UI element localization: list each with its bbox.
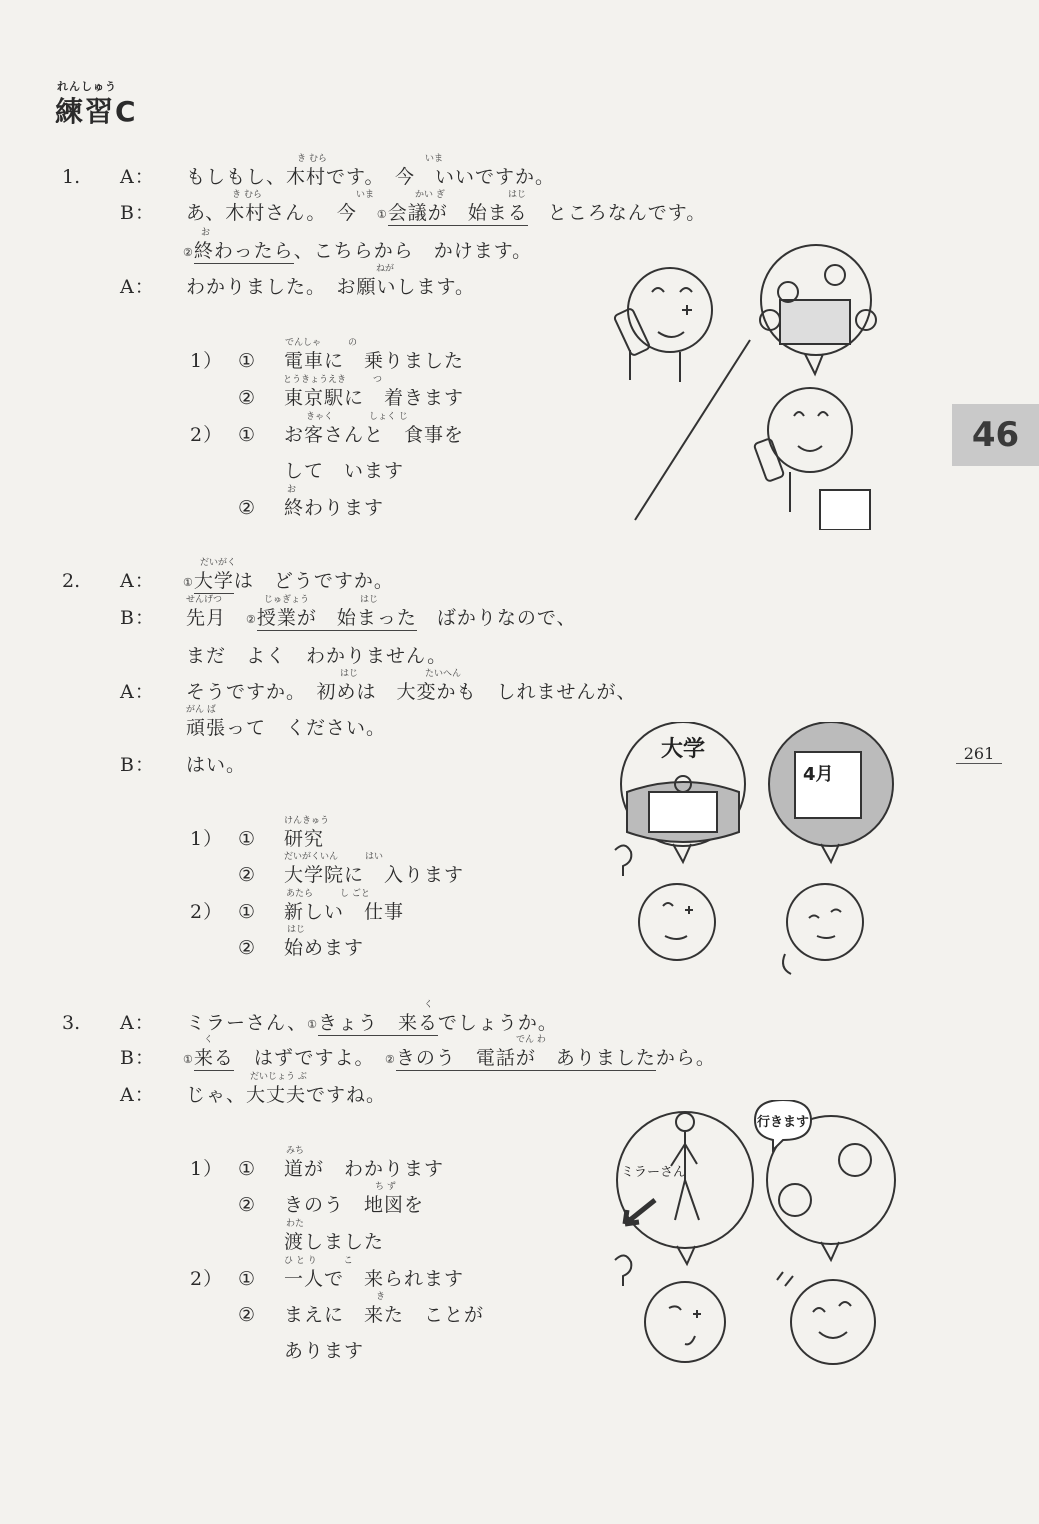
speaker-a: A： <box>120 681 155 703</box>
man-head-icon <box>676 1113 694 1131</box>
drill-label: 1） <box>190 1158 224 1180</box>
notebook-icon <box>820 490 870 530</box>
dialogue-line: はい。 <box>186 754 247 776</box>
drill-text: あります <box>284 1340 365 1362</box>
drill-text: 東京駅に 着きます <box>284 387 465 409</box>
page-number: 261 <box>956 744 1002 764</box>
circle-1: ① <box>307 1018 319 1031</box>
illustration-3 <box>605 1100 905 1390</box>
drill-text: 新しい 仕事 <box>284 901 405 923</box>
dialogue-line: ②終わったら、こちらから かけます。 <box>183 240 533 262</box>
ruby: じゅぎょう <box>264 595 310 605</box>
drill-text: まえに 来た ことが <box>284 1304 485 1326</box>
arrow-icon <box>625 1200 655 1224</box>
speaker-b: B： <box>120 607 155 629</box>
circle-1: ① <box>376 208 388 221</box>
drill-text: して います <box>284 460 405 482</box>
ruby: いま <box>425 154 444 164</box>
circle-2: ② <box>384 1053 396 1066</box>
circle-1: ① <box>183 576 194 589</box>
ruby: とうきょうえき つ <box>283 375 383 385</box>
dialogue-line: ①来る はずですよ。 ②きのう 電話が ありましたから。 <box>183 1047 716 1069</box>
drill-circle: ① <box>238 1268 257 1290</box>
substitution-slot-1: 来る <box>193 1047 234 1069</box>
ruby: お <box>201 228 211 238</box>
drill-label: 2） <box>190 424 224 446</box>
illustration-2 <box>605 722 905 984</box>
ruby: だいがく <box>200 558 237 568</box>
speaker-b: B： <box>120 754 155 776</box>
drill-circle: ① <box>238 424 257 446</box>
miller-on-phone-icon <box>839 1144 871 1176</box>
drill-circle: ① <box>238 901 257 923</box>
ruby: く <box>204 1035 214 1045</box>
ruby: たいへん <box>425 669 462 679</box>
drill-text: 終わります <box>284 497 385 519</box>
drill-circle: ② <box>238 1194 257 1216</box>
ruby: はじ <box>287 925 306 935</box>
ruby: わた <box>286 1219 305 1229</box>
drill-text: 渡しました <box>284 1231 385 1253</box>
ruby: はじ <box>340 669 359 679</box>
speaker-a: A： <box>120 1084 155 1106</box>
speaker-a: A： <box>120 570 155 592</box>
drill-text: きのう 地図を <box>284 1194 425 1216</box>
ruby: はじ <box>508 190 527 200</box>
drill-circle: ② <box>238 864 257 886</box>
drill-label: 2） <box>190 1268 224 1290</box>
substitution-slot-1: 大学 <box>193 570 234 592</box>
ruby: いま <box>356 190 375 200</box>
ruby: だいじょう ぶ <box>250 1072 307 1082</box>
speaker-a: A： <box>120 1012 155 1034</box>
worried-face-icon <box>645 1282 725 1362</box>
speaker-b: B： <box>120 1047 155 1069</box>
substitution-slot-1: 会議が 始まる <box>387 202 528 224</box>
thinking-face-icon <box>787 884 863 960</box>
drill-circle: ② <box>238 937 257 959</box>
dialogue-line: まだ よく わかりません。 <box>186 645 448 667</box>
drill-text: お客さんと 食事を <box>284 424 465 446</box>
substitution-slot-2: きのう 電話が ありました <box>395 1047 656 1069</box>
speaker-b: B： <box>120 202 155 224</box>
dialogue-line: 頑張って ください。 <box>186 717 387 739</box>
ruby: はじ <box>360 595 379 605</box>
ruby: ひ と り こ <box>284 1256 353 1266</box>
drill-circle: ② <box>238 497 257 519</box>
dialogue-line: あ、木村さん。 今 ①会議が 始まる ところなんです。 <box>186 202 707 224</box>
ruby: ねが <box>376 264 395 274</box>
dialogue-line: わかりました。 お願いします。 <box>186 276 475 298</box>
drill-label: 2） <box>190 901 224 923</box>
circle-2: ② <box>246 613 257 626</box>
confused-face-icon <box>639 884 715 960</box>
ruby: き むら <box>232 190 262 200</box>
circle-2: ② <box>183 246 194 259</box>
ruby: き <box>376 1292 386 1302</box>
exercise-number: 1. <box>62 166 81 188</box>
university-sign: 大学 <box>661 737 706 762</box>
speech-text: 行きます <box>757 1115 810 1130</box>
ruby: けんきゅう <box>284 816 330 826</box>
speaker-a: A： <box>120 276 155 298</box>
exercise-number: 3. <box>62 1012 81 1034</box>
ruby: せんげつ <box>186 595 223 605</box>
phone-icon <box>614 308 651 356</box>
happy-face-icon <box>791 1280 875 1364</box>
exercise-number: 2. <box>62 570 81 592</box>
drill-label: 1） <box>190 828 224 850</box>
ruby: かい ぎ <box>415 190 445 200</box>
circle-1: ① <box>183 1053 194 1066</box>
substitution-slot-1: きょう 来る <box>318 1012 438 1034</box>
dialogue-line: そうですか。 初めは 大変かも しれませんが、 <box>186 681 637 703</box>
ruby: ち ず <box>375 1182 396 1192</box>
person-face-icon-2 <box>768 388 852 472</box>
page-title: 練習C <box>55 95 138 128</box>
person-on-phone-icon <box>779 1184 811 1216</box>
drill-text: 研究 <box>284 828 325 850</box>
person-face-icon <box>628 268 712 352</box>
drill-circle: ② <box>238 387 257 409</box>
ruby: みち <box>286 1146 305 1156</box>
ruby: あたら し ごと <box>286 889 370 899</box>
ruby: きゃく しょく じ <box>306 412 408 422</box>
ruby: でん わ <box>516 1035 546 1045</box>
illustration-1 <box>600 240 900 530</box>
dialogue-line: ①大学は どうですか。 <box>183 570 394 592</box>
dialogue-line: もしもし、木村です。 今 いいですか。 <box>186 166 555 188</box>
substitution-slot-2: 終わったら <box>193 240 294 262</box>
drill-circle: ① <box>238 1158 257 1180</box>
drill-label: 1） <box>190 350 224 372</box>
drill-text: 一人で 来られます <box>284 1268 465 1290</box>
speaker-a: A： <box>120 166 155 188</box>
ruby: き むら <box>297 154 327 164</box>
calendar-icon <box>795 752 861 818</box>
substitution-slot-2: 授業が 始まった <box>256 607 417 629</box>
miller-label: ミラーさん <box>621 1165 687 1180</box>
drill-text: 電車に 乗りました <box>284 350 465 372</box>
ruby: だいがくいん はい <box>284 852 384 862</box>
ruby: お <box>287 485 297 495</box>
title-ruby: れんしゅう <box>57 80 117 93</box>
dialogue-line: ミラーさん、①きょう 来るでしょうか。 <box>186 1012 558 1034</box>
dialogue-line: じゃ、大丈夫ですね。 <box>186 1084 387 1106</box>
dialogue-line: 先月 ②授業が 始まった ばかりなので、 <box>186 607 577 629</box>
drill-circle: ① <box>238 350 257 372</box>
calendar-month: 4月 <box>803 764 834 785</box>
drill-text: 道が わかります <box>284 1158 445 1180</box>
chapter-tab: 46 <box>952 404 1039 466</box>
question-mark-icon <box>615 845 631 876</box>
ruby: がん ば <box>186 705 216 715</box>
drill-circle: ② <box>238 1304 257 1326</box>
question-mark-icon <box>615 1255 631 1286</box>
drill-text: 始めます <box>284 937 365 959</box>
ruby: く <box>424 1000 434 1010</box>
ruby: でんしゃ の <box>285 338 358 348</box>
drill-text: 大学院に 入ります <box>284 864 465 886</box>
drill-circle: ① <box>238 828 257 850</box>
